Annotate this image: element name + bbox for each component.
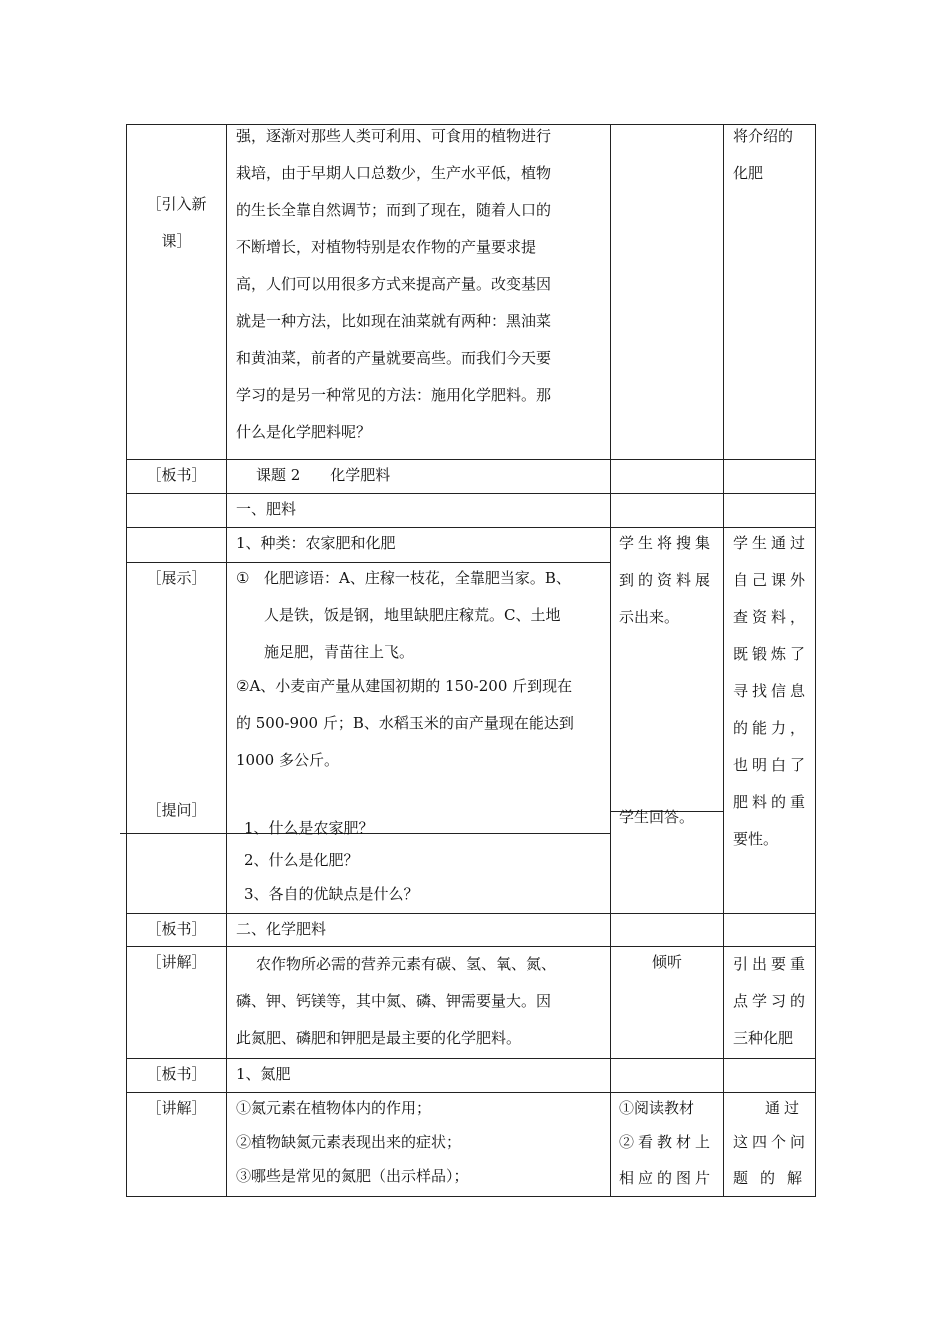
ask-question: 1、什么是农家肥？	[244, 819, 374, 837]
column-divider	[610, 124, 611, 1196]
types-student-line: 到的资料展	[619, 571, 715, 589]
board1-label: ［板书］	[146, 466, 207, 484]
lecture2-design-line: 题的解	[733, 1169, 815, 1187]
lecture2-line: ③哪些是常见的氮肥（出示样品）；	[236, 1167, 469, 1185]
types-design-line: 要性。	[733, 830, 779, 848]
types-design-line: 寻找信息	[733, 682, 810, 700]
column-divider	[815, 124, 816, 1196]
intro-line: 什么是化学肥料呢？	[236, 423, 372, 441]
ask-student: 学生回答。	[619, 808, 695, 826]
intro-line: 和黄油菜，前者的产量就要高些。而我们今天要	[236, 349, 552, 367]
show-item1-line: 人是铁，饭是钢，地里缺肥庄稼荒。C、土地	[264, 606, 561, 624]
intro-design-line: 将介绍的	[733, 127, 794, 145]
lecture2-student-line: 相应的图片	[619, 1169, 715, 1187]
show-item1-marker: ①	[236, 569, 250, 587]
intro-line: 的生长全靠自然调节；而到了现在，随着人口的	[236, 201, 552, 219]
lecture2-student-line: ①阅读教材	[619, 1099, 695, 1117]
types-design-line: 的能力，	[733, 719, 810, 737]
row-divider	[126, 493, 816, 494]
column-divider	[126, 124, 127, 1196]
types-design-line: 学生通过	[733, 534, 810, 552]
lecture1-line: 农作物所必需的营养元素有碳、氢、氧、氮、	[256, 955, 557, 973]
intro-line: 不断增长，对植物特别是农作物的产量要求提	[236, 238, 537, 256]
column-divider	[226, 124, 227, 1196]
types-design-line: 既锻炼了	[733, 645, 810, 663]
lecture2-label: ［讲解］	[146, 1099, 207, 1117]
intro-line: 高，人们可以用很多方式来提高产量。改变基因	[236, 275, 552, 293]
lecture1-design-line: 引出要重	[733, 955, 810, 973]
intro-label-line2: 课］	[161, 232, 192, 250]
lecture1-line: 此氮肥、磷肥和钾肥是最主要的化学肥料。	[236, 1029, 522, 1047]
ask-question: 3、各自的优缺点是什么？	[244, 885, 419, 903]
lecture2-line: ②植物缺氮元素表现出来的症状；	[236, 1133, 462, 1151]
show-item1-line: 施足肥，青苗往上飞。	[264, 643, 415, 661]
types-design-line: 查资料，	[733, 608, 810, 626]
types-student-line: 学生将搜集	[619, 534, 715, 552]
row-divider	[126, 1058, 816, 1059]
lecture2-student-line: ②看教材上	[619, 1133, 715, 1151]
types-student-line: 示出来。	[619, 608, 680, 626]
lecture1-design-line: 三种化肥	[733, 1029, 794, 1047]
lecture2-design-line: 这四个问	[733, 1133, 810, 1151]
lecture1-line: 磷、钾、钙镁等，其中氮、磷、钾需要量大。因	[236, 992, 552, 1010]
lecture2-line: ①氮元素在植物体内的作用；	[236, 1099, 432, 1117]
ask-question: 2、什么是化肥？	[244, 851, 359, 869]
row-divider	[126, 459, 816, 460]
lecture1-student: 倾听	[651, 953, 682, 971]
fertilizer-heading: 一、肥料	[236, 500, 297, 518]
intro-design-line: 化肥	[733, 164, 764, 182]
intro-line: 就是一种方法，比如现在油菜就有两种：黑油菜	[236, 312, 552, 330]
intro-label-line1: ［引入新	[146, 195, 207, 213]
board3-label: ［板书］	[146, 1065, 207, 1083]
intro-line: 学习的是另一种常见的方法：施用化学肥料。那	[236, 386, 552, 404]
types-design-line: 也明白了	[733, 756, 810, 774]
show-item1-line: 化肥谚语：A、庄稼一枝花，全靠肥当家。B、	[264, 569, 571, 587]
board2-label: ［板书］	[146, 920, 207, 938]
lecture2-design-line: 通过	[765, 1099, 804, 1117]
lecture1-design-line: 点学习的	[733, 992, 810, 1010]
types-content: 1、种类：农家肥和化肥	[236, 534, 396, 552]
show-item2-line: 1000 多公斤。	[236, 751, 339, 769]
ask-label: ［提问］	[146, 801, 207, 819]
board3-content: 1、氮肥	[236, 1065, 291, 1083]
show-label: ［展示］	[146, 569, 207, 587]
row-divider	[126, 913, 816, 914]
row-divider	[126, 1092, 816, 1093]
show-item2-line: 的 500-900 斤；B、水稻玉米的亩产量现在能达到	[236, 714, 574, 732]
lecture1-label: ［讲解］	[146, 953, 207, 971]
show-item2-line: ②A、小麦亩产量从建国初期的 150-200 斤到现在	[236, 677, 573, 695]
board2-content: 二、化学肥料	[236, 920, 327, 938]
column-divider	[723, 124, 724, 1196]
board1-content: 课题 2 化学肥料	[256, 466, 391, 484]
types-design-line: 肥料的重	[733, 793, 810, 811]
intro-line: 栽培，由于早期人口总数少，生产水平低，植物	[236, 164, 552, 182]
types-design-line: 自己课外	[733, 571, 810, 589]
intro-line: 强，逐渐对那些人类可利用、可食用的植物进行	[236, 127, 552, 145]
